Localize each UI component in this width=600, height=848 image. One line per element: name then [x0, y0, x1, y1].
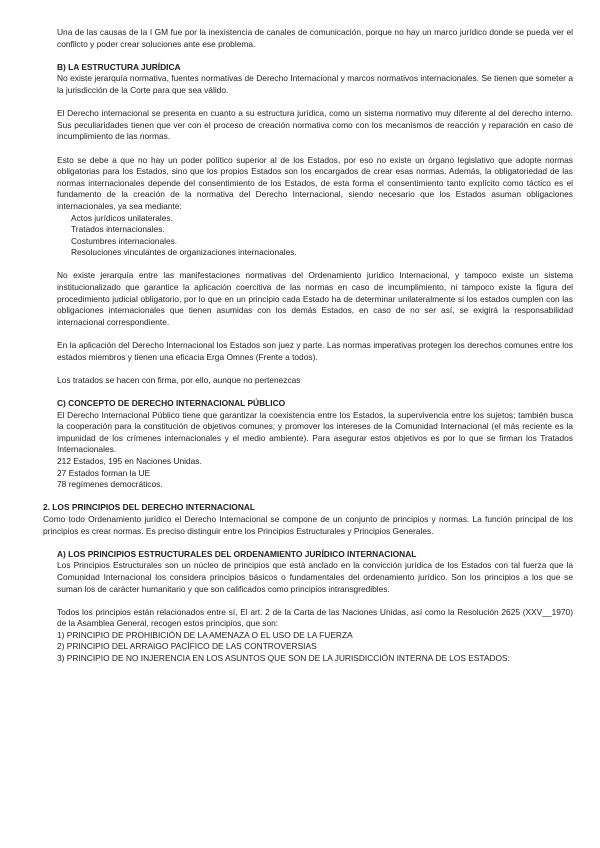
facts-list: [57, 456, 573, 491]
section-b: [57, 62, 573, 387]
obligations-list: [57, 213, 573, 259]
section-b-paragraph-4: No existe jerarquía entre las manifestaciones normativas del Ordenamiento jurídico Internacional, y tampoco existe un sistema institucionalizado que garantice la aplicación coercitiva de las normas en caso de incumplimiento, ni tampoco existe la figura del procedimiento judicial obligatorio, por lo que en un principio cada Estado ha de determinar unilateralmente si los estados cumplen con las obligaciones internacionales que tienen asumidas con los demás Estados, en caso de no ser así, se exigirá la responsabilidad internacional correspondiente.: [57, 270, 573, 327]
list-item: 1) PRINCIPIO DE PROHIBICIÓN DE LA AMENAZA O EL USO DE LA FUERZA: [57, 629, 353, 640]
section-2-heading: 2. LOS PRINCIPIOS DEL DERECHO INTERNACIONAL: [43, 502, 256, 513]
list-item: 2) PRINCIPIO DEL ARRAIGO PACÍFICO DE LAS CONTROVERSIAS: [57, 641, 317, 652]
section-b-paragraph-6: Los tratados se hacen con firma, por ello, aunque no pertenezcas: [57, 374, 301, 385]
section-2-paragraph-1: Como todo Ordenamiento jurídico el Derecho Internacional se compone de un conjunto de principios y normas. La función principal de los principios es crear normas. Es preciso distinguir entre los Principios Estructurales y Principios Generales.: [43, 513, 573, 536]
section-b-heading: B) LA ESTRUCTURA JURÍDICA: [57, 61, 181, 72]
subsection-a-paragraph-1: Los Principios Estructurales son un núcleo de principios que está anclado en la convicción jurídica de los Estados con tal fuerza que la Comunidad Internacional los considera principios básicos o fundamentales del ordenamiento jurídico. Son los principios a los que se suman los de carácter humanitario y que son calificados como principios intransgredibles.: [57, 560, 573, 594]
list-item: 212 Estados, 195 en Naciones Unidas.: [57, 455, 202, 466]
list-item: Costumbres internacionales.: [71, 235, 178, 246]
section-b-paragraph-1: No existe jerarquía normativa, fuentes normativas de Derecho Internacional y marcos normativos internacionales. Se tienen que someter a la jurisdicción de la Corte para que sea válido.: [57, 73, 573, 95]
principles-list: [57, 630, 573, 665]
section-c-heading: C) CONCEPTO DE DERECHO INTERNACIONAL PÚBLICO: [57, 398, 286, 408]
section-b-paragraph-5: En la aplicación del Derecho Internacional los Estados son juez y parte. Las normas imperativas protegen los derechos comunes entre los estados miembros y tienen una eficacia Erga Omnes (Frente a todos).: [57, 340, 573, 362]
subsection-a-heading: A) LOS PRINCIPIOS ESTRUCTURALES DEL ORDENAMIENTO JURÍDICO INTERNACIONAL: [57, 548, 417, 559]
list-item: 3) PRINCIPIO DE NO INJERENCIA EN LOS ASUNTOS QUE SON DE LA JURISDICCIÓN INTERNA DE LOS ESTADOS:: [57, 653, 510, 664]
list-item: Actos jurídicos unilaterales.: [71, 212, 173, 223]
section-b-paragraph-2: El Derecho internacional se presenta en cuanto a su estructura jurídica, como un sistema normativo muy diferente al del derecho interno. Sus peculiaridades tienen que ver con el proceso de creación normativa como con los mecanismos de reacción y reparación en caso de incumplimiento de las normas.: [57, 108, 573, 142]
section-c: [57, 398, 573, 491]
section-c-paragraph-1: El Derecho Internacional Público tiene que garantizar la coexistencia entre los Estados, la supervivencia entre los sujetos; también busca la cooperación para la constitución de objetivos comunes; y promover los intereses de la Comunidad Internacional (el más reciente es la impunidad de los crímenes internacionales y el medio ambiente). Para asegurar estos objetivos es por lo que se firman los Tratados Internacionales.: [57, 409, 573, 455]
subsection-a-paragraph-2: Todos los principios están relacionados entre sí, El art. 2 de la Carta de las Naciones Unidas, así como la Resolución 2625 (XXV__1970) de la Asamblea General, recogen estos principios, que son:: [57, 606, 573, 629]
section-b-paragraph-3: Esto se debe a que no hay un poder político superior al de los Estados, por eso no existe un órgano legislativo que adopte normas obligatorias para los Estados, sino que los propios Estados son los encargados de crear esas normas. Además, la obligatoriedad de las normas internacionales depende del consentimiento de los Estados, de esta forma el consentimiento tanto explícito como táctico es el fundamento de la creación de la normativa del Derecho Internacional, siendo necesario que los Estados asuman obligaciones internacionales, ya sea mediante:: [57, 154, 573, 211]
intro-paragraph: Una de las causas de la I GM fue por la inexistencia de canales de comunicación, porque no hay un marco jurídico donde se pueda ver el conflicto y poder crear soluciones ante ese problema.: [57, 27, 573, 49]
list-item: Resoluciones vinculantes de organizaciones internacionales.: [71, 247, 297, 258]
list-item: Tratados internacionales.: [71, 224, 165, 235]
subsection-a: [57, 549, 573, 665]
section-2: [43, 502, 573, 537]
list-item: 27 Estados forman la UE: [57, 467, 151, 478]
list-item: 78 regímenes democráticos.: [57, 479, 163, 490]
